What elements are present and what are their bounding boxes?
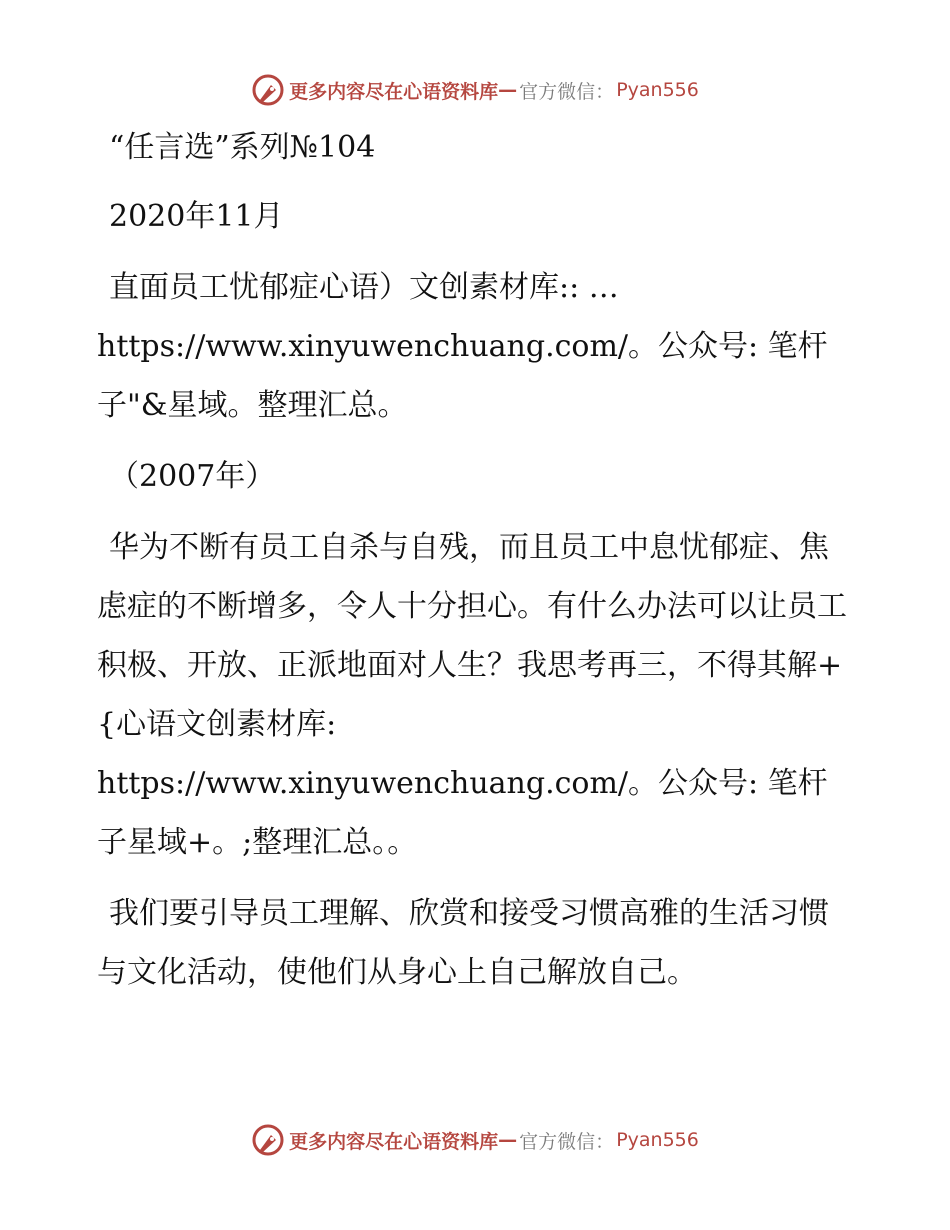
watermark-wechat-id: Pyan556 <box>616 1129 699 1151</box>
watermark-main-text: 更多内容尽在心语资料库 <box>289 80 499 103</box>
watermark-label: 官方微信： <box>519 80 615 103</box>
intro-paragraph: 直面员工忧郁症心语）文创素材库:: … https://www.xinyuwenchuang.com/。公众号: 笔杆子"&星域。整理汇总。 <box>97 270 828 423</box>
year-line: （2007年） <box>109 459 276 494</box>
body-paragraph-2: 我们要引导员工理解、欣赏和接受习惯高雅的生活习惯与文化活动，使他们从身心上自己解放自己。 <box>97 896 829 990</box>
document-body <box>97 118 857 1014</box>
date-line: 2020年11月 <box>109 199 284 234</box>
body-paragraph-1: 华为不断有员工自杀与自残，而且员工中息忧郁症、焦虑症的不断增多，令人十分担心。有什么办法可以让员工积极、开放、正派地面对人生？我思考再三，不得其解+{心语文创素材库: https://www.xinyuwenchuang.com/。公众号: 笔杆子星域+。;整理汇总。。 <box>97 530 847 860</box>
header-watermark <box>0 70 950 110</box>
watermark-separator: — <box>498 1129 518 1151</box>
watermark-separator: — <box>498 79 518 101</box>
watermark-label: 官方微信： <box>519 1130 615 1153</box>
series-title: “任言选”系列№104 <box>109 130 376 165</box>
pen-nib-logo-icon <box>251 73 285 107</box>
watermark-wechat-id: Pyan556 <box>616 79 699 101</box>
watermark-main-text: 更多内容尽在心语资料库 <box>289 1130 499 1153</box>
footer-watermark <box>0 1120 950 1160</box>
pen-nib-logo-icon <box>251 1123 285 1157</box>
